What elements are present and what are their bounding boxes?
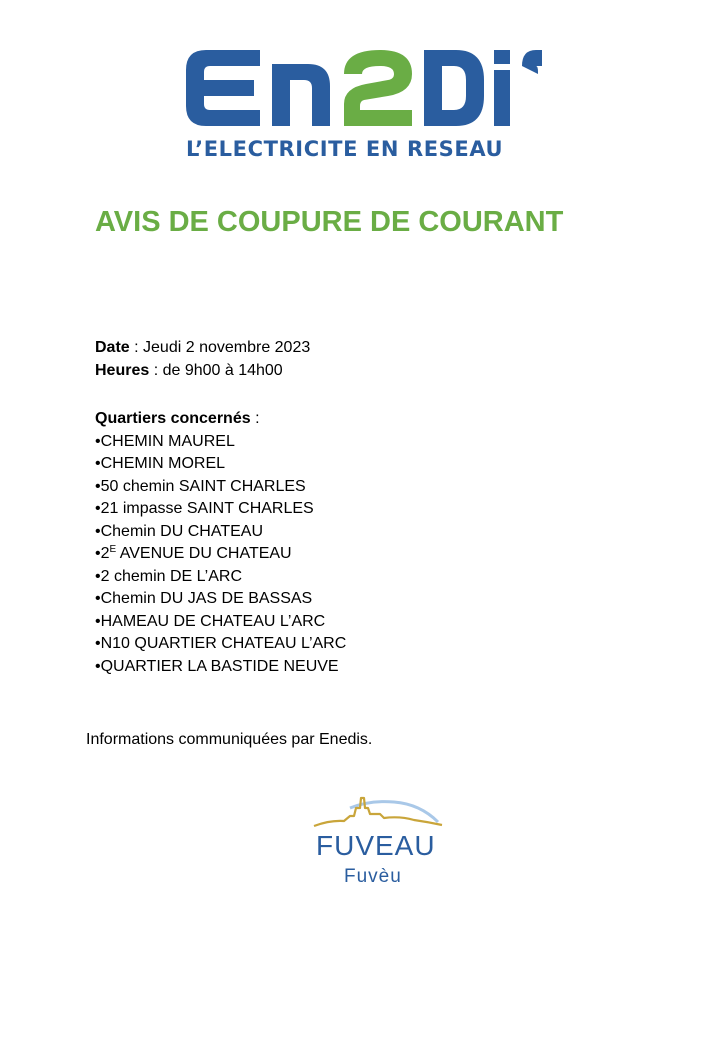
list-item: •Chemin DU CHATEAU bbox=[95, 522, 263, 540]
date-label: Date bbox=[95, 339, 130, 356]
list-item: •50 chemin SAINT CHARLES bbox=[95, 477, 306, 495]
list-item: •Chemin DU JAS DE BASSAS bbox=[95, 590, 313, 607]
town-name: FUVEAU bbox=[316, 830, 436, 861]
areas-list bbox=[95, 431, 346, 679]
areas-heading bbox=[95, 408, 346, 431]
list-item-superscript: E bbox=[109, 544, 117, 555]
areas-heading-label: Quartiers concernés bbox=[95, 410, 251, 427]
village-skyline-icon bbox=[310, 794, 446, 834]
affected-areas bbox=[95, 408, 346, 678]
town-name-provencal: Fuvèu bbox=[344, 866, 402, 887]
list-item: •HAMEAU DE CHATEAU L’ARC bbox=[95, 612, 326, 630]
logo-tagline: L’ELECTRICITE EN RESEAU bbox=[186, 137, 504, 161]
hours-label: Heures bbox=[95, 361, 150, 379]
schedule-info bbox=[95, 337, 310, 382]
list-item-prefix: •2 bbox=[95, 545, 110, 562]
list-item: •21 impasse SAINT CHARLES bbox=[95, 500, 314, 517]
list-item: •N10 QUARTIER CHATEAU L’ARC bbox=[95, 635, 347, 652]
list-item: •2 chemin DE L’ARC bbox=[95, 567, 242, 585]
list-item-suffix: AVENUE DU CHATEAU bbox=[116, 545, 292, 562]
list-item: •CHEMIN MAUREL bbox=[95, 432, 235, 450]
info-source-note: Informations communiquées par Enedis. bbox=[86, 731, 373, 748]
date-line bbox=[95, 337, 310, 360]
enedis-logo-graphic bbox=[180, 44, 542, 134]
date-value: : Jeudi 2 novembre 2023 bbox=[129, 339, 311, 356]
notice-title: AVIS DE COUPURE DE COURANT bbox=[95, 206, 564, 238]
list-item: •CHEMIN MOREL bbox=[95, 455, 226, 472]
hours-value: : de 9h00 à 14h00 bbox=[149, 361, 283, 379]
hours-line bbox=[95, 360, 310, 383]
areas-heading-suffix: : bbox=[250, 410, 260, 427]
list-item bbox=[95, 543, 346, 566]
list-item: •QUARTIER LA BASTIDE NEUVE bbox=[95, 657, 339, 675]
